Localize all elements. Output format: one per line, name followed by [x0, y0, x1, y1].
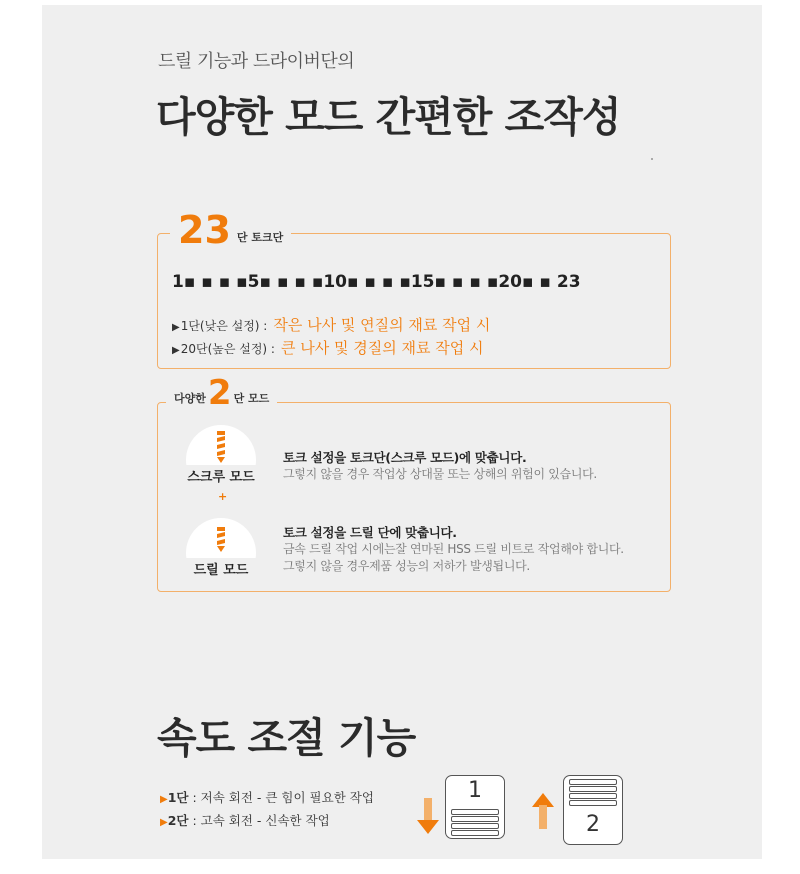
drill-bit-icon [186, 518, 256, 558]
gear-2-card [563, 775, 623, 845]
modes-box-title [166, 373, 277, 413]
up-arrow-icon [532, 793, 554, 833]
drill-mode-line: 그렇지 않을 경우제품 성능의 저하가 발생됩니다. [283, 559, 530, 573]
gear-1-card [445, 775, 505, 839]
drill-bit-icon [186, 425, 256, 465]
modes-label-before: 다양한 [174, 392, 206, 405]
speed-title: 속도 조절 기능 [157, 714, 416, 762]
triangle-bullet-icon: ▶ [160, 794, 168, 805]
speed-level: 2단 [167, 813, 189, 828]
plus-icon: + [218, 490, 228, 503]
torque-label: 단 토크단 [236, 231, 284, 244]
torque-line-low [172, 314, 490, 335]
speed-level: 1단 [167, 790, 189, 805]
gear-number: 1 [468, 778, 482, 803]
torque-number: 23 [178, 208, 231, 252]
speed-text: : 저속 회전 - 큰 힘이 필요한 작업 [188, 790, 374, 805]
triangle-bullet-icon: ▶ [172, 345, 180, 356]
modes-number: 2 [207, 373, 232, 413]
screw-mode-description [283, 449, 597, 483]
gear-number: 2 [586, 812, 600, 837]
triangle-bullet-icon: ▶ [172, 322, 180, 333]
modes-label-after: 단 모드 [233, 392, 270, 405]
torque-scale: 1▪ ▪ ▪ ▪5▪ ▪ ▪ ▪10▪ ▪ ▪ ▪15▪ ▪ ▪ ▪20▪ ▪ 23 [172, 272, 581, 292]
screw-mode-icon [186, 425, 256, 465]
torque-box-title [170, 208, 291, 252]
speed-line-2 [160, 811, 330, 829]
torque-line-prefix: 20단(높은 설정) : [180, 342, 275, 356]
speed-text: : 고속 회전 - 신속한 작업 [188, 813, 330, 828]
screw-mode-line: 그렇지 않을 경우 작업상 상대물 또는 상해의 위험이 있습니다. [283, 467, 597, 481]
screw-mode-label: 스크루 모드 [187, 470, 255, 485]
triangle-bullet-icon: ▶ [160, 817, 168, 828]
header-subtitle: 드릴 기능과 드라이버단의 [158, 51, 355, 72]
speed-line-1 [160, 788, 374, 806]
drill-mode-label: 드릴 모드 [193, 563, 249, 578]
torque-line-high [172, 337, 483, 358]
decorative-dot [651, 158, 653, 160]
drill-mode-head: 토크 설정을 드릴 단에 맞춥니다. [283, 525, 457, 540]
drill-mode-line: 금속 드릴 작업 시에는잘 연마된 HSS 드릴 비트로 작업해야 합니다. [283, 542, 624, 556]
torque-line-prefix: 1단(낮은 설정) : [180, 319, 268, 333]
drill-mode-icon [186, 518, 256, 558]
screw-mode-head: 토크 설정을 토크단(스크루 모드)에 맞춥니다. [283, 450, 527, 465]
drill-mode-description [283, 524, 624, 575]
torque-line-text: 큰 나사 및 경질의 재료 작업 시 [280, 339, 484, 357]
header-title: 다양한 모드 간편한 조작성 [156, 93, 621, 141]
down-arrow-icon [417, 798, 439, 838]
torque-line-text: 작은 나사 및 연질의 재료 작업 시 [273, 316, 491, 334]
